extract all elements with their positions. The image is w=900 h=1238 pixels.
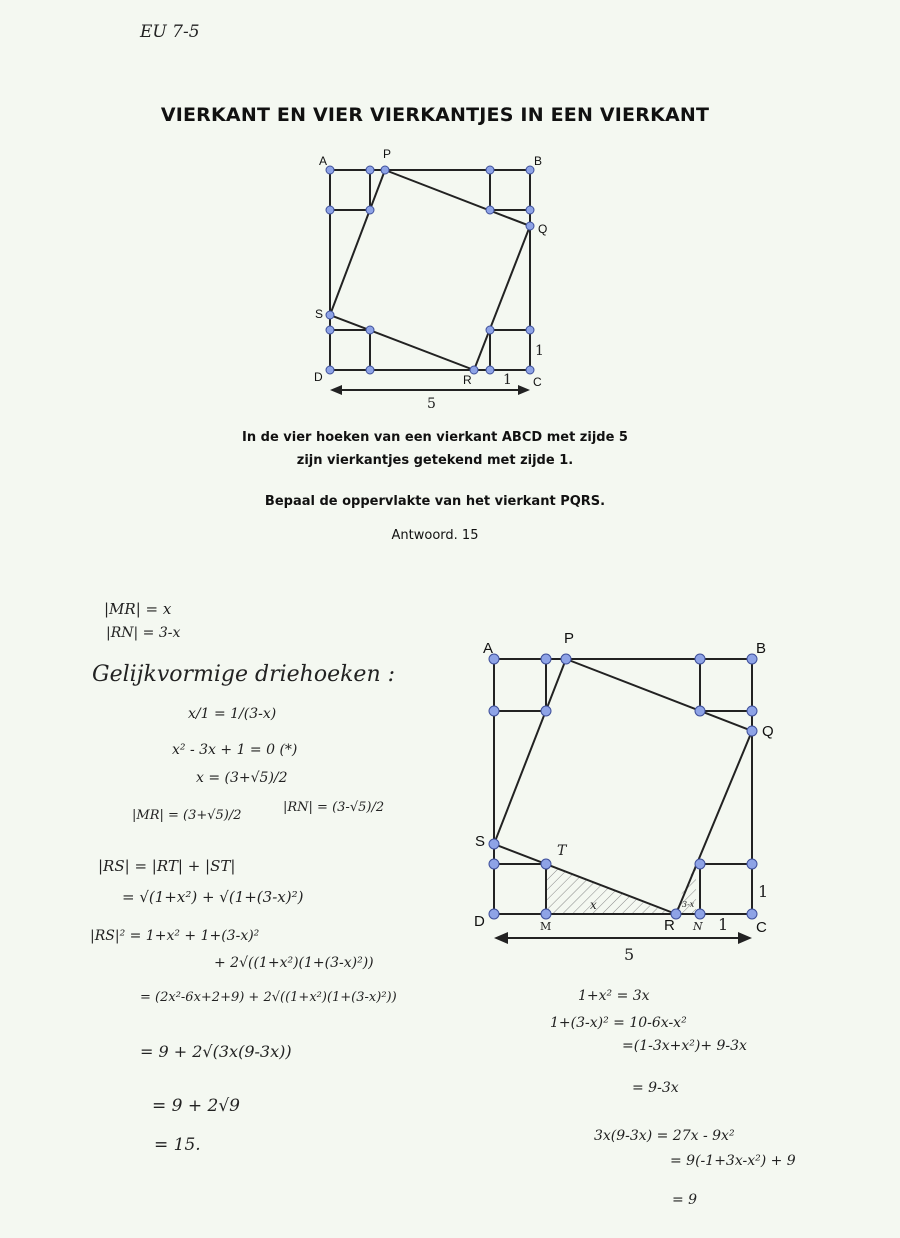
hw-left-9: |RS| = |RT| + |ST| (98, 857, 236, 875)
large-label-r: R (664, 917, 675, 934)
hw-right-4: = 9-3x (632, 1080, 679, 1096)
large-label-b: B (756, 640, 767, 657)
small-label-a: A (319, 154, 328, 168)
hw-right-1: 1+x² = 3x (578, 988, 650, 1004)
hw-right-6: = 9(-1+3x-x²) + 9 (670, 1153, 796, 1169)
hw-left-16: = 15. (154, 1135, 201, 1155)
small-label-c: C (533, 375, 542, 389)
small-side-right: 1 (535, 343, 544, 359)
hw-right-7: = 9 (672, 1192, 698, 1208)
problem-line2: zijn vierkantjes getekend met zijde 1. (296, 453, 574, 468)
large-label-n: N (693, 920, 703, 933)
large-label-t: T (557, 843, 567, 859)
hw-left-14: = 9 + 2√(3x(9-3x)) (140, 1042, 292, 1061)
small-label-s: S (315, 307, 324, 321)
hw-left-5: x² - 3x + 1 = 0 (*) (172, 742, 298, 758)
large-side-right: 1 (758, 882, 769, 901)
hw-left-3: Gelijkvormige driehoeken : (92, 662, 396, 687)
hw-left-11: |RS|² = 1+x² + 1+(3-x)² (90, 928, 260, 944)
page-title: VIERKANT EN VIER VIERKANTJES IN EEN VIERKANT (160, 104, 710, 126)
large-hatch-x: x (590, 898, 597, 912)
hw-left-1: |MR| = x (104, 600, 172, 618)
hw-left-7: |MR| = (3+√5)/2 (132, 808, 242, 823)
small-side-big: 5 (427, 396, 436, 412)
large-label-m: M (540, 920, 552, 933)
large-side-big: 5 (624, 945, 635, 964)
large-hatch-3x: 3-x (682, 900, 695, 909)
hw-left-15: = 9 + 2√9 (152, 1096, 240, 1116)
large-label-s: S (475, 833, 486, 850)
small-label-p: P (383, 147, 392, 161)
problem-answer: Antwoord. 15 (391, 528, 479, 543)
hw-left-10: = √(1+x²) + √(1+(3-x)²) (122, 888, 304, 906)
hw-right-5: 3x(9-3x) = 27x - 9x² (594, 1128, 735, 1144)
hw-left-8: |RN| = (3-√5)/2 (283, 800, 385, 815)
small-label-b: B (534, 154, 543, 168)
problem-line1: In de vier hoeken van een vierkant ABCD met zijde 5 (242, 430, 628, 445)
large-label-d: D (474, 913, 485, 930)
large-label-c: C (756, 919, 767, 936)
figure-large (460, 630, 780, 950)
stamp-label: EU 7-5 (140, 22, 200, 42)
hw-right-2: 1+(3-x)² = 10-6x-x² (550, 1015, 687, 1031)
hw-left-2: |RN| = 3-x (106, 625, 181, 641)
hw-left-6: x = (3+√5)/2 (196, 770, 288, 786)
hw-right-3: =(1-3x+x²)+ 9-3x (622, 1038, 747, 1054)
small-label-q: Q (538, 222, 548, 236)
small-side-bottom: 1 (503, 372, 512, 388)
small-label-r: R (463, 373, 472, 387)
small-label-d: D (314, 370, 323, 384)
large-label-p: P (564, 630, 575, 647)
problem-question: Bepaal de oppervlakte van het vierkant PQRS. (264, 494, 606, 509)
large-label-a: A (483, 640, 494, 657)
large-label-q: Q (762, 723, 774, 740)
hw-left-4: x/1 = 1/(3-x) (188, 706, 277, 722)
figure-small (300, 150, 560, 410)
hw-left-12: + 2√((1+x²)(1+(3-x)²)) (214, 955, 374, 971)
large-side-bottom: 1 (718, 915, 729, 934)
hw-left-13: = (2x²-6x+2+9) + 2√((1+x²)(1+(3-x)²)) (140, 990, 397, 1005)
